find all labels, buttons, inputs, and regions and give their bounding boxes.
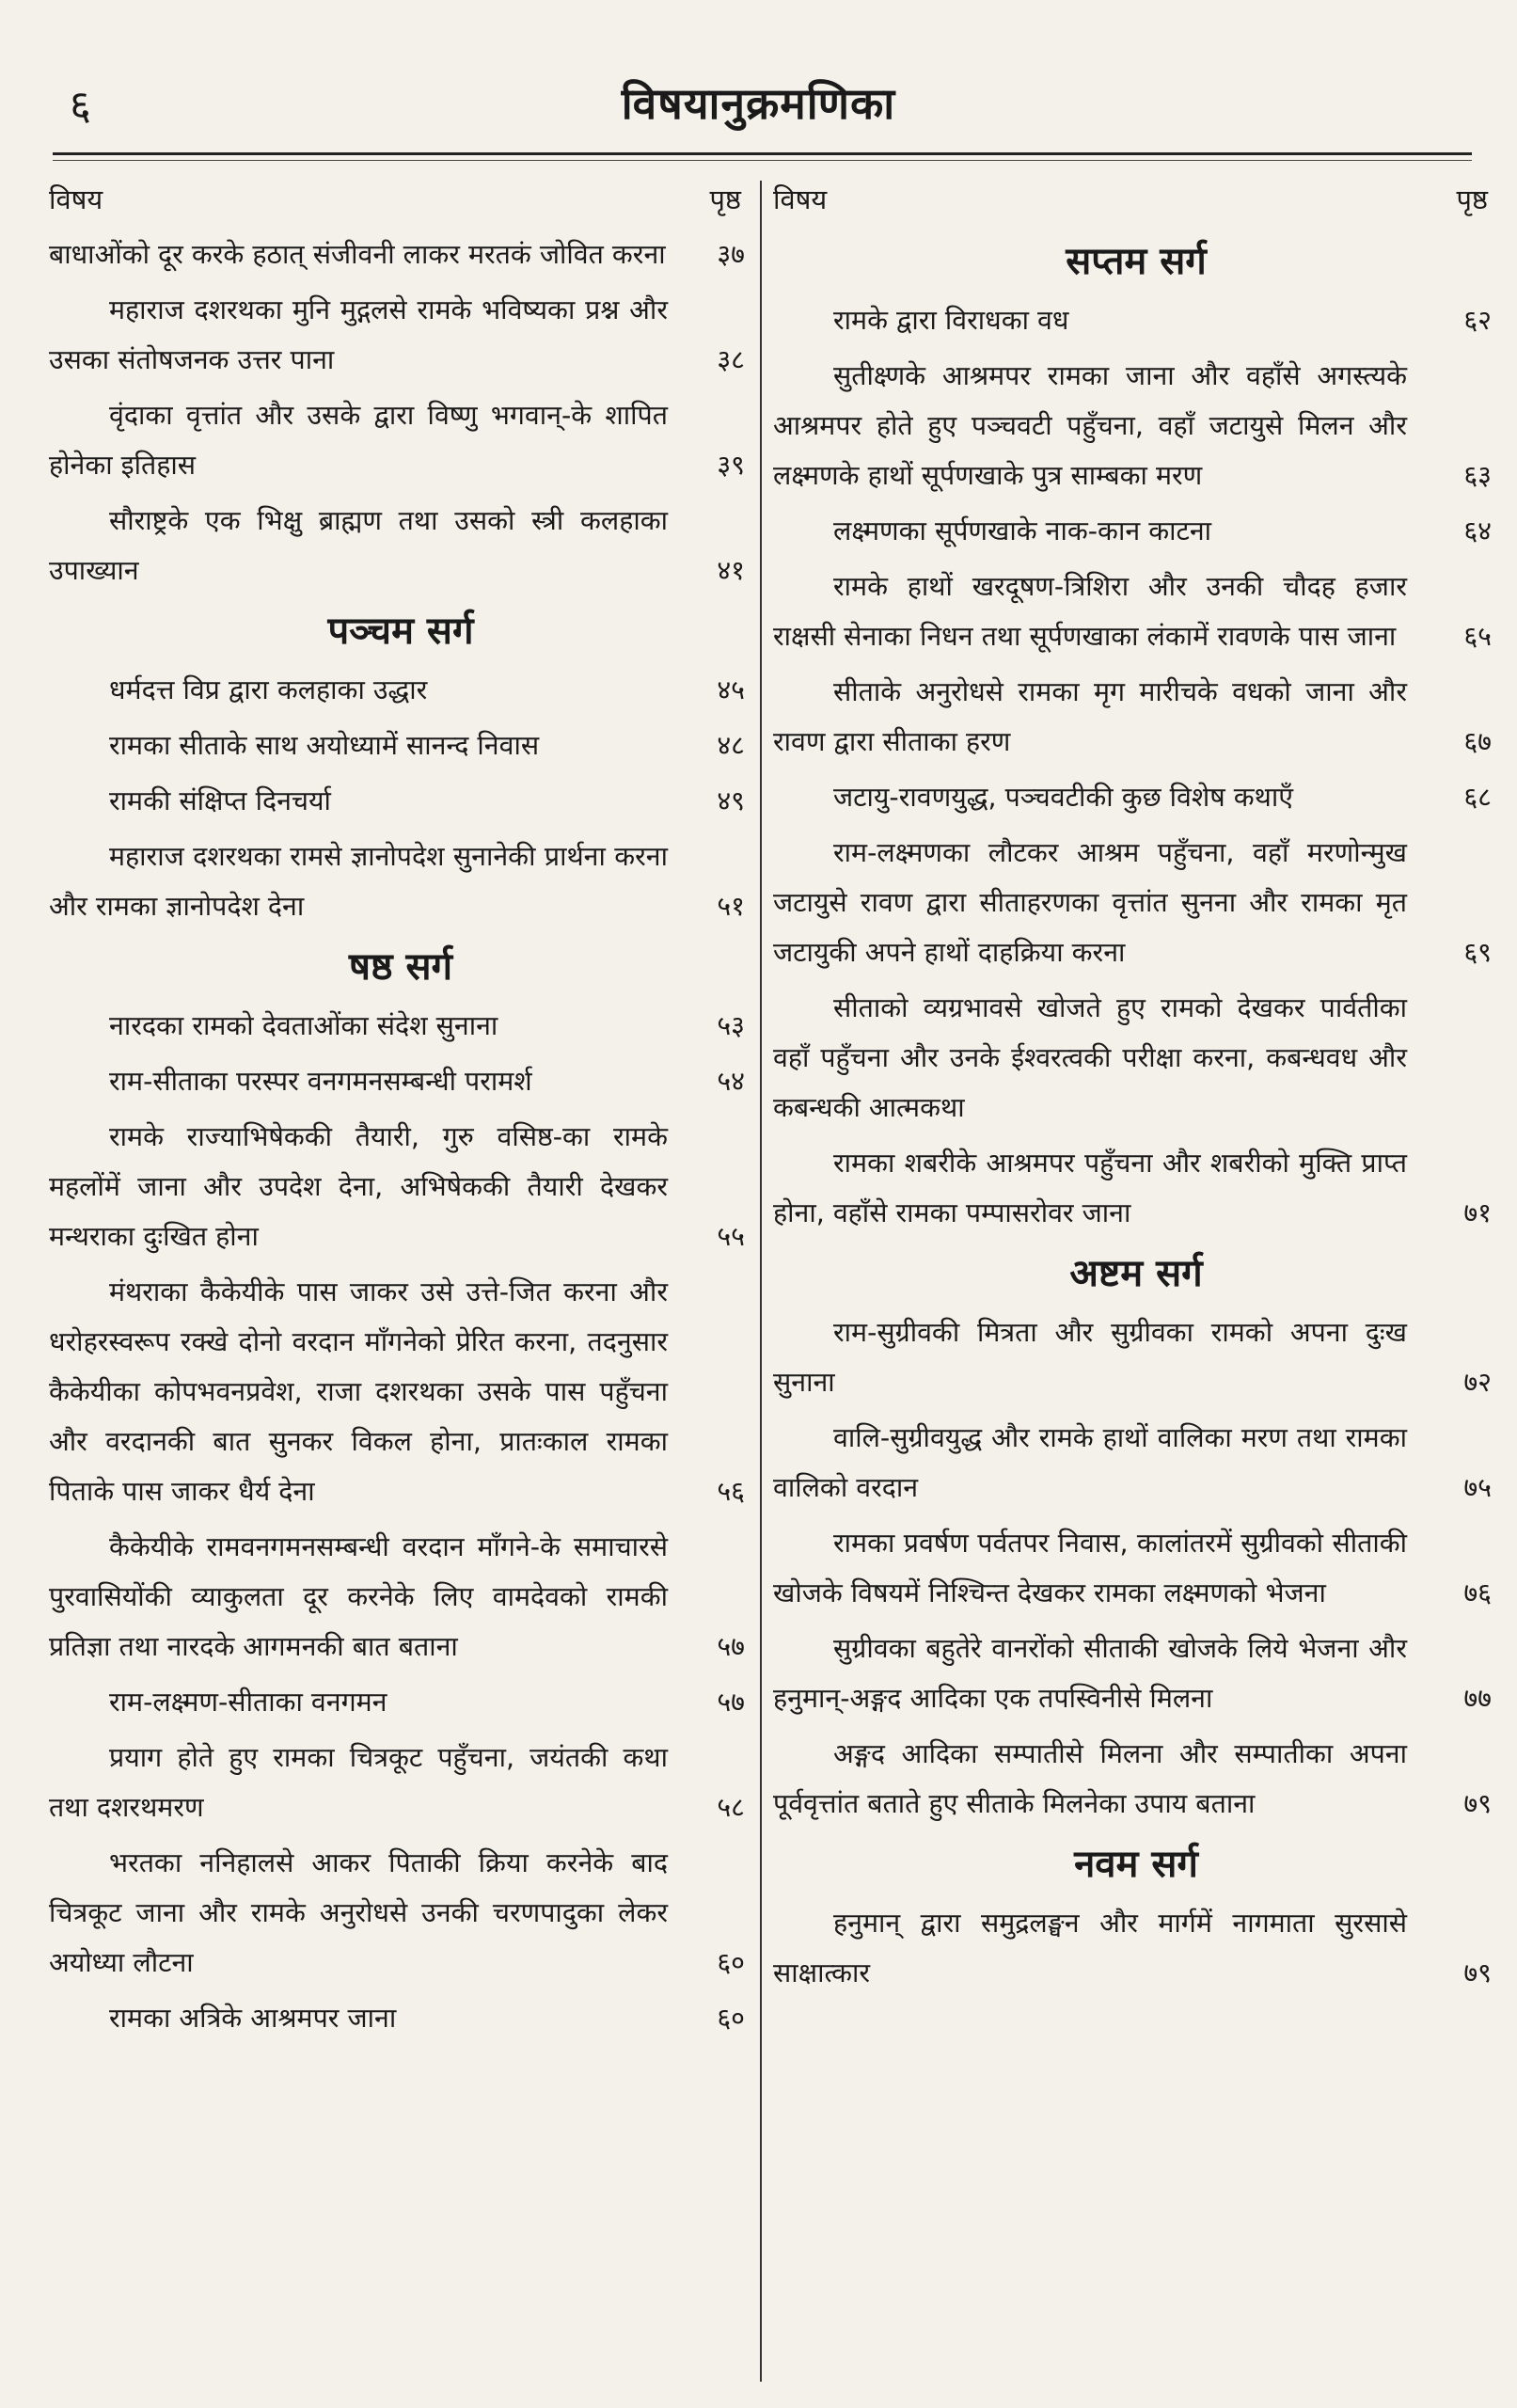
entry-page-number: ५४: [717, 1066, 745, 1097]
entry-text: महाराज दशरथका रामसे ज्ञानोपदेश सुनानेकी प्रार्थना करना और रामका ज्ञानोपदेश देना: [49, 841, 668, 922]
entry-text: मंथराका कैकेयीके पास जाकर उसे उत्ते-जित करना और धरोहरस्वरूप रक्खे दोनो वरदान माँगनेको प्रेरित करना, तदनुसार कैकेयीका कोपभवनप्रवेश, राजा दशरथका उसके पास पहुँचना और वरदानकी बात सुनकर विकल होना, प्रातःकाल रामका पिताके पास जाकर धैर्य देना: [49, 1276, 668, 1507]
page-title: विषयानुक्रमणिका: [621, 78, 896, 129]
entry-text: राम-सीताका परस्पर वनगमनसम्बन्धी परामर्श: [109, 1066, 532, 1097]
entry-text: सौराष्ट्रके एक भिक्षु ब्राह्मण तथा उसको स्त्री कलहाका उपाख्यान: [49, 505, 668, 586]
entry-text: अङ्गद आदिका सम्पातीसे मिलना और सम्पातीका अपना पूर्ववृत्तांत बताते हुए सीताके मिलनेका उपाय बताना: [773, 1738, 1407, 1819]
entry-page-number: ३९: [717, 450, 745, 481]
entry-page-number: ५७: [717, 1687, 745, 1718]
entry-text: सुग्रीवका बहुतेरे वानरोंको सीताकी खोजके लिये भेजना और हनुमान्-अङ्गद आदिका एक तपस्विनीसे मिलना: [773, 1633, 1407, 1714]
toc-entry: [49, 230, 752, 279]
toc-entry: [773, 351, 1499, 500]
toc-entry: [49, 390, 752, 490]
entry-text: वालि-सुग्रीवयुद्ध और रामके हाथों वालिका मरण तथा रामका वालिको वरदान: [773, 1422, 1407, 1503]
entry-page-number: ५७: [717, 1631, 745, 1662]
toc-entry: [773, 1413, 1499, 1513]
entry-text: रामका शबरीके आश्रमपर पहुँचना और शबरीको मुक्ति प्राप्त होना, वहाँसे रामका पम्पासरोवर जाना: [773, 1148, 1407, 1228]
toc-entry: [49, 721, 752, 770]
right-column: [760, 181, 1499, 2382]
toc-entry: [49, 1993, 752, 2043]
entry-page-number: ६३: [1463, 460, 1492, 491]
entry-text: धर्मदत्त विप्र द्वारा कलहाका उद्धार: [109, 674, 428, 705]
entry-text: राम-सुग्रीवकी मित्रता और सुग्रीवका रामको अपना दुःख सुनाना: [773, 1317, 1407, 1398]
entry-page-number: ४९: [717, 785, 745, 816]
subject-label: विषय: [49, 183, 103, 215]
entry-text: राम-लक्ष्मणका लौटकर आश्रम पहुँचना, वहाँ मरणोन्मुख जटायुसे रावण द्वारा सीताहरणका वृत्तांत सुनना और रामका मृत जटायुकी अपने हाथों दाहक्रिया करना: [773, 837, 1407, 968]
entry-page-number: ७६: [1463, 1577, 1492, 1608]
toc-entry: [49, 1522, 752, 1671]
toc-entry: [773, 1307, 1499, 1407]
entry-text: नारदका रामको देवताओंका संदेश सुनाना: [109, 1010, 498, 1041]
left-column: [49, 181, 752, 2382]
entry-text: कैकेयीके रामवनगमनसम्बन्धी वरदान माँगने-के समाचारसे पुरवासियोंकी व्याकुलता दूर करनेके लिए वामदेवको रामकी प्रतिज्ञा तथा नारदके आगमनकी बात बताना: [49, 1531, 668, 1662]
toc-entry: [49, 1267, 752, 1516]
entry-text: रामका सीताके साथ अयोध्यामें सानन्द निवास: [109, 730, 540, 761]
page-label: पृष्ठ: [1456, 183, 1488, 215]
toc-entry: [49, 496, 752, 595]
entry-page-number: ३८: [717, 344, 745, 375]
entry-text: जटायु-रावणयुद्ध, पञ्चवटीकी कुछ विशेष कथाएँ: [833, 782, 1294, 813]
entry-text: राम-लक्ष्मण-सीताका वनगमन: [109, 1687, 387, 1718]
entry-text: वृंदाका वृत्तांत और उसके द्वारा विष्णु भगवान्-के शापित होनेका इतिहास: [49, 400, 668, 481]
entry-text: प्रयाग होते हुए रामका चित्रकूट पहुँचना, जयंतकी कथा तथा दशरथमरण: [49, 1742, 668, 1823]
entry-page-number: ५१: [717, 891, 745, 922]
entry-page-number: ४१: [717, 555, 745, 586]
toc-entry: [773, 828, 1499, 977]
right-column-header: [773, 181, 1499, 230]
toc-entry: [49, 285, 752, 385]
toc-entry: [49, 1838, 752, 1988]
entry-text: रामका अत्रिके आश्रमपर जाना: [109, 2003, 397, 2034]
entry-page-number: ७५: [1463, 1472, 1492, 1503]
entry-text: हनुमान् द्वारा समुद्रलङ्घन और मार्गमें नागमाता सुरसासे साक्षात्कार: [773, 1908, 1407, 1988]
entry-page-number: ५६: [717, 1476, 745, 1507]
entry-page-number: ५८: [717, 1792, 745, 1823]
page-label: पृष्ठ: [709, 183, 741, 215]
entry-text: सीताको व्यग्रभावसे खोजते हुए रामको देखकर पार्वतीका वहाँ पहुँचना और उनके ईश्वरत्वकी परीक्षा करना, कबन्धवध और कबन्धकी आत्मकथा: [773, 992, 1407, 1123]
entry-text: लक्ष्मणका सूर्पणखाके नाक-कान काटना: [833, 515, 1212, 547]
entry-page-number: ६०: [717, 1947, 745, 1978]
entry-page-number: ७९: [1463, 1957, 1492, 1988]
toc-entry: [773, 295, 1499, 345]
entry-text: बाधाओंको दूर करके हठात् संजीवनी लाकर मरतकं जोवित करना: [49, 239, 666, 270]
entry-page-number: ३७: [717, 239, 745, 270]
entry-page-number: ७९: [1463, 1788, 1492, 1819]
toc-entry: [49, 665, 752, 715]
header-rule-thin: [53, 160, 1472, 161]
header-rule: [53, 152, 1472, 155]
entry-page-number: ६४: [1463, 515, 1492, 547]
entry-page-number: ६५: [1463, 621, 1492, 652]
entry-page-number: ४५: [717, 674, 745, 705]
section-heading: षष्ठ सर्ग: [348, 945, 453, 989]
toc-entry: [49, 832, 752, 931]
page-number: ६: [70, 82, 91, 130]
entry-page-number: ७२: [1463, 1367, 1492, 1398]
toc-entry: [49, 776, 752, 826]
toc-entry: [773, 1624, 1499, 1723]
entry-page-number: ६८: [1463, 782, 1492, 813]
toc-entry: [773, 1729, 1499, 1829]
toc-entry: [773, 667, 1499, 767]
entry-text: भरतका ननिहालसे आकर पिताकी क्रिया करनेके बाद चित्रकूट जाना और रामके अनुरोधसे उनकी चरणपादुका लेकर अयोध्या लौटना: [49, 1847, 668, 1978]
toc-entry: [49, 1001, 752, 1051]
entry-page-number: ६२: [1463, 305, 1492, 336]
toc-entry: [773, 1138, 1499, 1238]
entry-page-number: ७१: [1463, 1197, 1492, 1228]
entry-text: रामके राज्याभिषेककी तैयारी, गुरु वसिष्ठ-का रामके महलोंमें जाना और उपदेश देना, अभिषेककी तैयारी देखकर मन्थराका दुःखित होना: [49, 1121, 668, 1252]
entry-text: रामके द्वारा विराधका वध: [833, 305, 1069, 336]
toc-entry: [49, 1677, 752, 1727]
toc-entry: [49, 1056, 752, 1106]
subject-label: विषय: [773, 183, 828, 215]
entry-page-number: ७७: [1463, 1683, 1492, 1714]
entry-text: रामकी संक्षिप्त दिनचर्या: [109, 785, 331, 816]
toc-entry: [773, 506, 1499, 556]
entry-text: सुतीक्ष्णके आश्रमपर रामका जाना और वहाँसे अगस्त्यके आश्रमपर होते हुए पञ्चवटी पहुँचना, वहाँ जटायुसे मिलन और लक्ष्मणके हाथों सूर्पणखाके पुत्र साम्बका मरण: [773, 360, 1407, 491]
entry-text: रामके हाथों खरदूषण-त्रिशिरा और उनकी चौदह हजार राक्षसी सेनाका निधन तथा सूर्पणखाका लंकामें रावणके पास जाना: [773, 571, 1407, 652]
section-heading: अष्टम सर्ग: [1069, 1252, 1203, 1295]
section-heading: पञ्चम सर्ग: [327, 610, 474, 653]
left-column-header: [49, 181, 752, 230]
toc-entry: [773, 562, 1499, 661]
section-heading: सप्तम सर्ग: [1066, 240, 1207, 283]
toc-entry: [773, 772, 1499, 822]
entry-page-number: ६७: [1463, 726, 1492, 757]
entry-text: सीताके अनुरोधसे रामका मृग मारीचके वधको जाना और रावण द्वारा सीताका हरण: [773, 676, 1407, 757]
toc-entry: [49, 1112, 752, 1261]
toc-entry: [773, 1898, 1499, 1998]
entry-text: रामका प्रवर्षण पर्वतपर निवास, कालांतरमें सुग्रीवको सीताकी खोजके विषयमें निश्चिन्त देखकर रामका लक्ष्मणको भेजना: [773, 1528, 1407, 1608]
section-heading: नवम सर्ग: [1074, 1843, 1198, 1886]
entry-page-number: ६०: [717, 2003, 745, 2034]
toc-entry: [773, 983, 1499, 1133]
entry-text: महाराज दशरथका मुनि मुद्गलसे रामके भविष्यका प्रश्न और उसका संतोषजनक उत्तर पाना: [49, 294, 668, 375]
entry-page-number: ५५: [717, 1221, 745, 1252]
toc-entry: [49, 1733, 752, 1832]
entry-page-number: ४८: [717, 730, 745, 761]
entry-page-number: ६९: [1463, 937, 1492, 968]
toc-entry: [773, 1518, 1499, 1618]
entry-page-number: ५३: [717, 1010, 745, 1041]
